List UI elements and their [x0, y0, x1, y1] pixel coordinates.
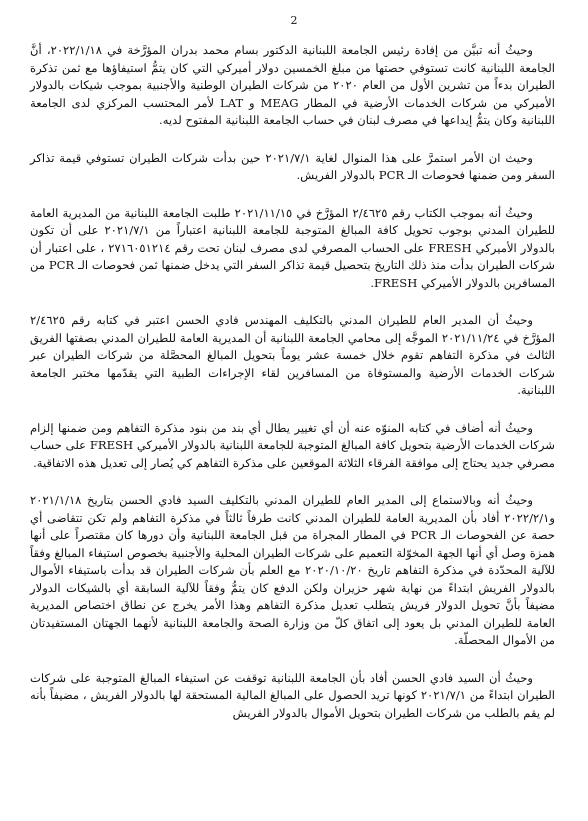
paragraph: وحيثُ أنه بموجب الكتاب رقم ٢/٤٦٢٥ المؤرَّخ في ٢٠٢١/١١/١٥ طلبت الجامعة اللبنانية من المديرية العامة للطيران المدني بوجوب تحويل كافة المبالغ المتوجبة للجامعة اللبنانية اعتباراً من ٢٠٢١/٧/١ على أن تكون بالدولار الأميركي FRESH على الحساب المصرفي لدى مصرف لبنان تحت رقم ٢٧١٦٠٥١٢١٤ ، على اعتبار أن شركات الطيران بدأت منذ ذلك التاريخ بتحصيل قيمة تذاكر السفر التي يدخل ضمنها ثمن فحوصات الـ PCR من المسافرين بالدولار الأميركي FRESH.: [30, 205, 555, 290]
page-number: 2: [290, 14, 298, 27]
document-body: [30, 42, 555, 722]
paragraph: وحيث ان الأمر استمرَّ على هذا المنوال لغاية ٢٠٢١/٧/١ حين بدأت شركات الطيران تستوفي قيمة تذاكر السفر ومن ضمنها فحوصات الـ PCR بالدولار الفريش.: [30, 150, 555, 182]
paragraph: وحيثُ أنه تبيَّن من إفادة رئيس الجامعة اللبنانية الدكتور بسام محمد بدران المؤرَّخة في ٢٠٢٢/١/١٨، أنَّ الجامعة اللبنانية كانت تستوفي حصتها من مبلغ الخمسين دولار أميركي التي كان يتمُّ استيفاؤها مع ثمن تذكرة الطيران بدءاً من تشرين الأول من العام ٢٠٢٠ من شركات الطيران الوطنية والأجنبية بموجب شيكات بالدولار الأميركي من شركات الخدمات الأرضية في المطار MEAG و LAT لأمر المحتسب المركزي لدى الجامعة اللبنانية وكان يتمُّ إيداعها في مصرف لبنان في حساب الجامعة اللبنانية المفتوح لديه.: [30, 43, 556, 127]
paragraph: وحيثُ أن المدير العام للطيران المدني بالتكليف المهندس فادي الحسن اعتبر في كتابه رقم ٢/٤٦٢٥ المؤرَّخ في ٢٠٢١/١١/٢٤ الموجَّه إلى محامي الجامعة اللبنانية أن المديرية العامة للطيران المدني بصفتها الفريق الثالث في مذكرة التفاهم تقوم خلال خمسة عشر يوماً بتحويل المبالغ المحصَّلة من شركات الطيران عبر شركات الخدمات الأرضية والمستوفاة من المسافرين لقاء الإجراءات الطبية التي يقدّمها مختبر الجامعة اللبنانية.: [30, 313, 555, 397]
paragraph: وحيثُ أنه أضاف في كتابه المنوّه عنه أن أي تغيير يطال أي بند من بنود مذكرة التفاهم ومن ضمنها إلزام شركات الخدمات الأرضية بتحويل كافة المبالغ المتوجبة للجامعة اللبنانية بالدولار الأميركي FRESH على حساب مصرفي جديد يحتاج إلى موافقة الفرقاء الثلاثة الموقعين على مذكرة التفاهم كي يُصار إلى تعديل هذه الاتفاقية.: [30, 420, 555, 470]
paragraph: وحيثُ أن السيد فادي الحسن أفاد بأن الجامعة اللبنانية توقفت عن استيفاء المبالغ المتوجبة على شركات الطيران ابتداءً من ٢٠٢١/٧/١ كونها تريد الحصول على المبالغ المالية المستحقة لها بالدولار الفريش ، مضيفاً بأنه لم يقم بالطلب من شركات الطيران بتحويل الأموال بالدولار الفريش: [30, 670, 555, 720]
paragraph: وحيثُ أنه وبالاستماع إلى المدير العام للطيران المدني بالتكليف السيد فادي الحسن بتاريخ ٢٠٢١/١/١٨ و٢٠٢٢/٢/١ أفاد بأن المديرية العامة للطيران المدني كانت طرفاً ثالثاً في مذكرة التفاهم ولم تكن تتقاضى أي حصة عن الفحوصات الـ PCR في المطار المجراة من قبل الجامعة اللبنانية وأن دورها كان مقتصراً على أنها همزة وصل أي أنها الجهة المخوّلة التعميم على شركات الطيران المحلية والأجنبية بخصوص استيفاء المبالغ وفقاً للآلية المحدّدة في مذكرة التفاهم تاريخ ٢٠٢٠/١٠/٢٠ مع العلم بأن شركات الطيران قد بدأت باستيفاء الأموال بالدولار الفريش ابتداءً من نهاية شهر حزيران ولكن الدفع كان يتمُّ وفقاً للآلية السابقة أي بالشيكات الدولار مضيفاً بأنَّ تحويل الدولار فريش يتطلب تعديل مذكرة التفاهم وهذا الأمر يخرج عن نطاق اختصاص المديرية العامة للطيران المدني بل يعود إلى اتفاق كلّ من وزارة الصحة والجامعة اللبنانية لأنهما الجهتان المستفيدتان من الأموال المحصلّة.: [30, 493, 555, 647]
